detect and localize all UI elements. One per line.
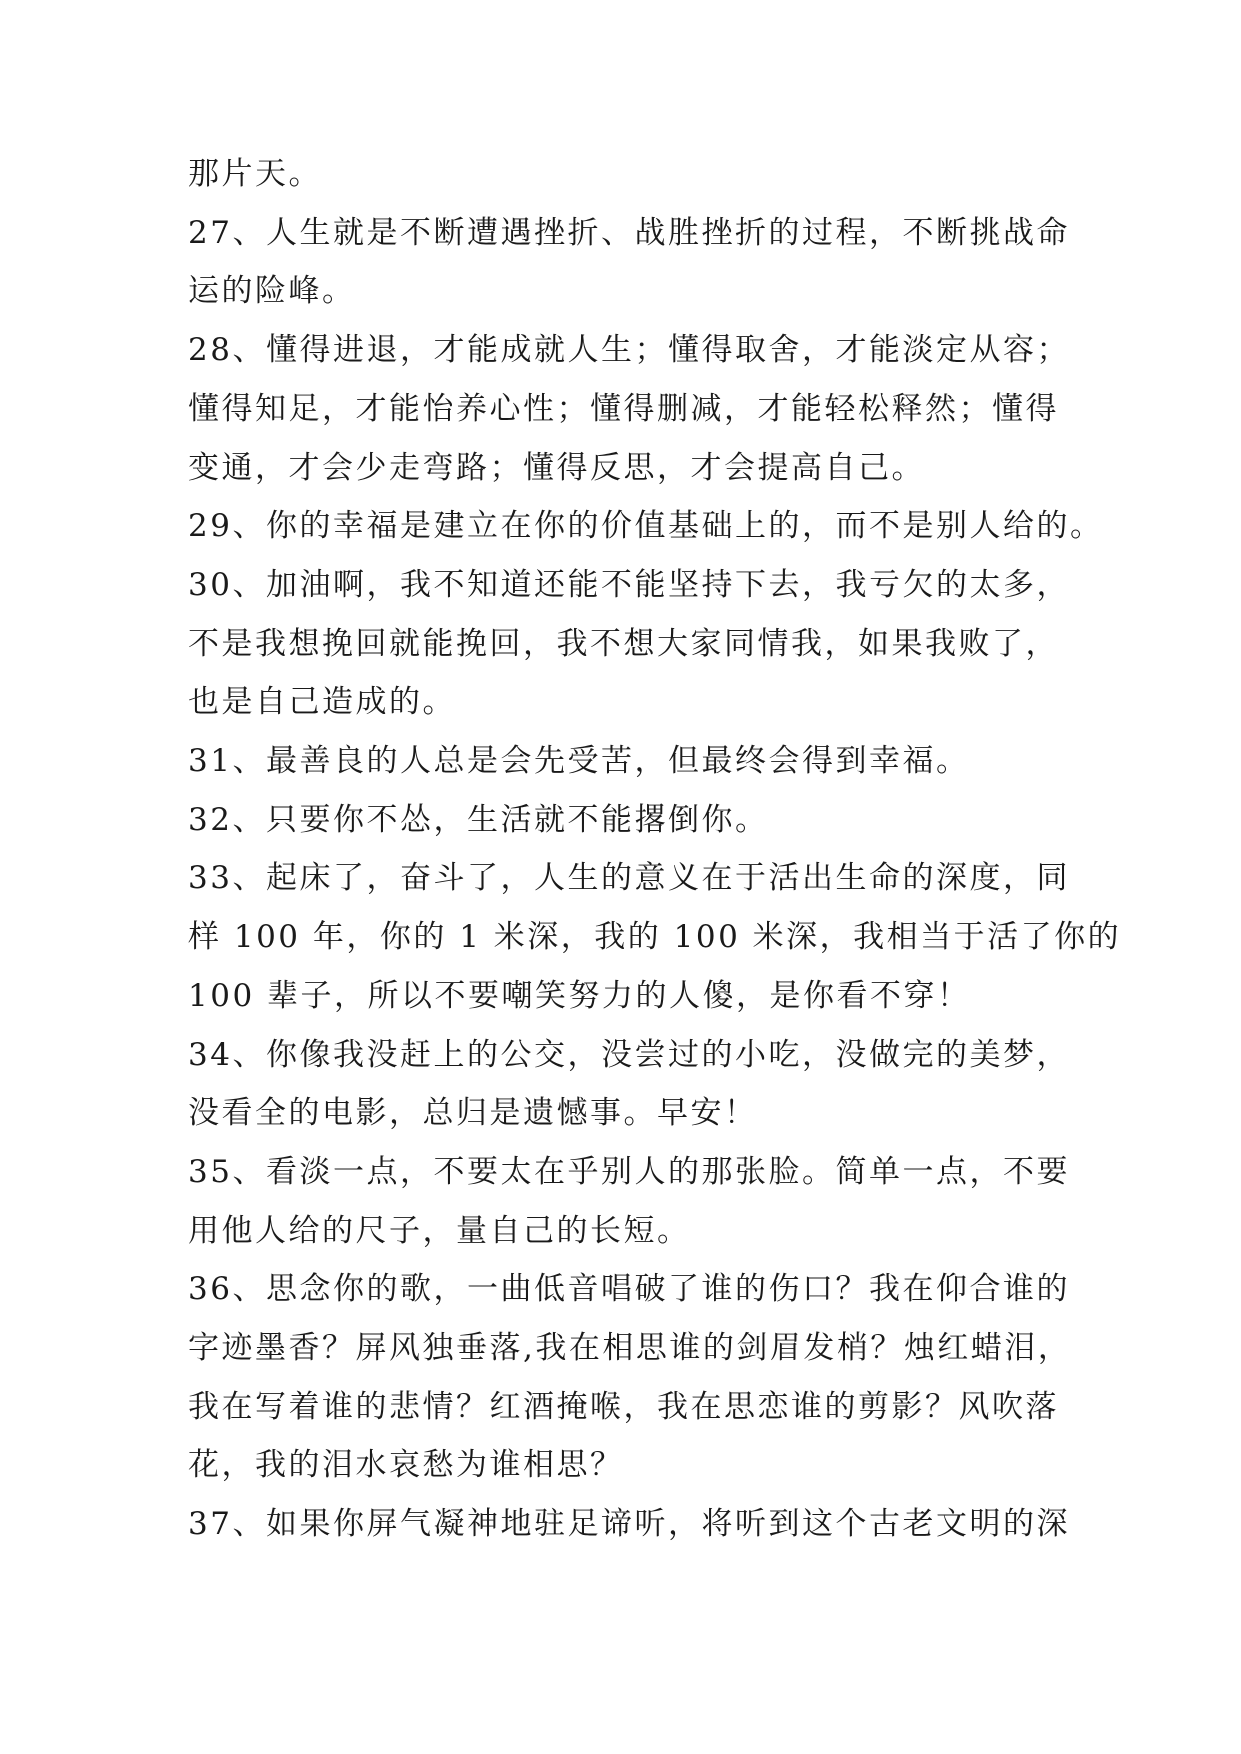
text-line: 33、起床了，奋斗了，人生的意义在于活出生命的深度，同 <box>188 860 1070 897</box>
text-line: 那片天。 <box>188 156 322 192</box>
text-line: 30、加油啊，我不知道还能不能坚持下去，我亏欠的太多， <box>188 566 1070 603</box>
text-line: 37、如果你屏气凝神地驻足谛听，将听到这个古老文明的深 <box>188 1506 1070 1543</box>
text-line: 27、人生就是不断遭遇挫折、战胜挫折的过程，不断挑战命 <box>188 214 1070 251</box>
text-line: 32、只要你不怂，生活就不能撂倒你。 <box>188 801 769 838</box>
text-line: 没看全的电影，总归是遗憾事。早安！ <box>188 1095 758 1132</box>
text-line: 用他人给的尺子，量自己的长短。 <box>188 1212 691 1249</box>
text-line: 35、看淡一点，不要太在乎别人的那张脸。简单一点，不要 <box>188 1153 1070 1190</box>
text-line: 36、思念你的歌，一曲低音唱破了谁的伤口？我在仰合谁的 <box>188 1271 1070 1308</box>
text-line: 我在写着谁的悲情？红酒掩喉，我在思恋谁的剪影？风吹落 <box>188 1388 1059 1425</box>
text-line: 也是自己造成的。 <box>188 684 456 721</box>
text-line: 28、懂得进退，才能成就人生；懂得取舍，才能淡定从容； <box>188 332 1070 369</box>
text-line: 运的险峰。 <box>188 273 356 310</box>
text-line: 花，我的泪水哀愁为谁相思？ <box>188 1447 624 1484</box>
text-line: 31、最善良的人总是会先受苦，但最终会得到幸福。 <box>188 743 970 780</box>
text-line: 不是我想挽回就能挽回，我不想大家同情我，如果我败了， <box>188 625 1059 662</box>
text-line: 变通，才会少走弯路；懂得反思，才会提高自己。 <box>188 449 925 486</box>
text-line: 样 100 年，你的 1 米深，我的 100 米深，我相当于活了你的 <box>188 919 1122 956</box>
text-line: 29、你的幸福是建立在你的价值基础上的，而不是别人给的。 <box>188 508 1104 545</box>
text-line: 34、你像我没赶上的公交，没尝过的小吃，没做完的美梦， <box>188 1036 1070 1073</box>
text-line: 100 辈子，所以不要嘲笑努力的人傻，是你看不穿！ <box>188 977 971 1014</box>
text-line: 懂得知足，才能怡养心性；懂得删减，才能轻松释然；懂得 <box>188 390 1059 427</box>
text-line: 字迹墨香？屏风独垂落,我在相思谁的剑眉发梢？烛红蜡泪， <box>188 1330 1072 1367</box>
